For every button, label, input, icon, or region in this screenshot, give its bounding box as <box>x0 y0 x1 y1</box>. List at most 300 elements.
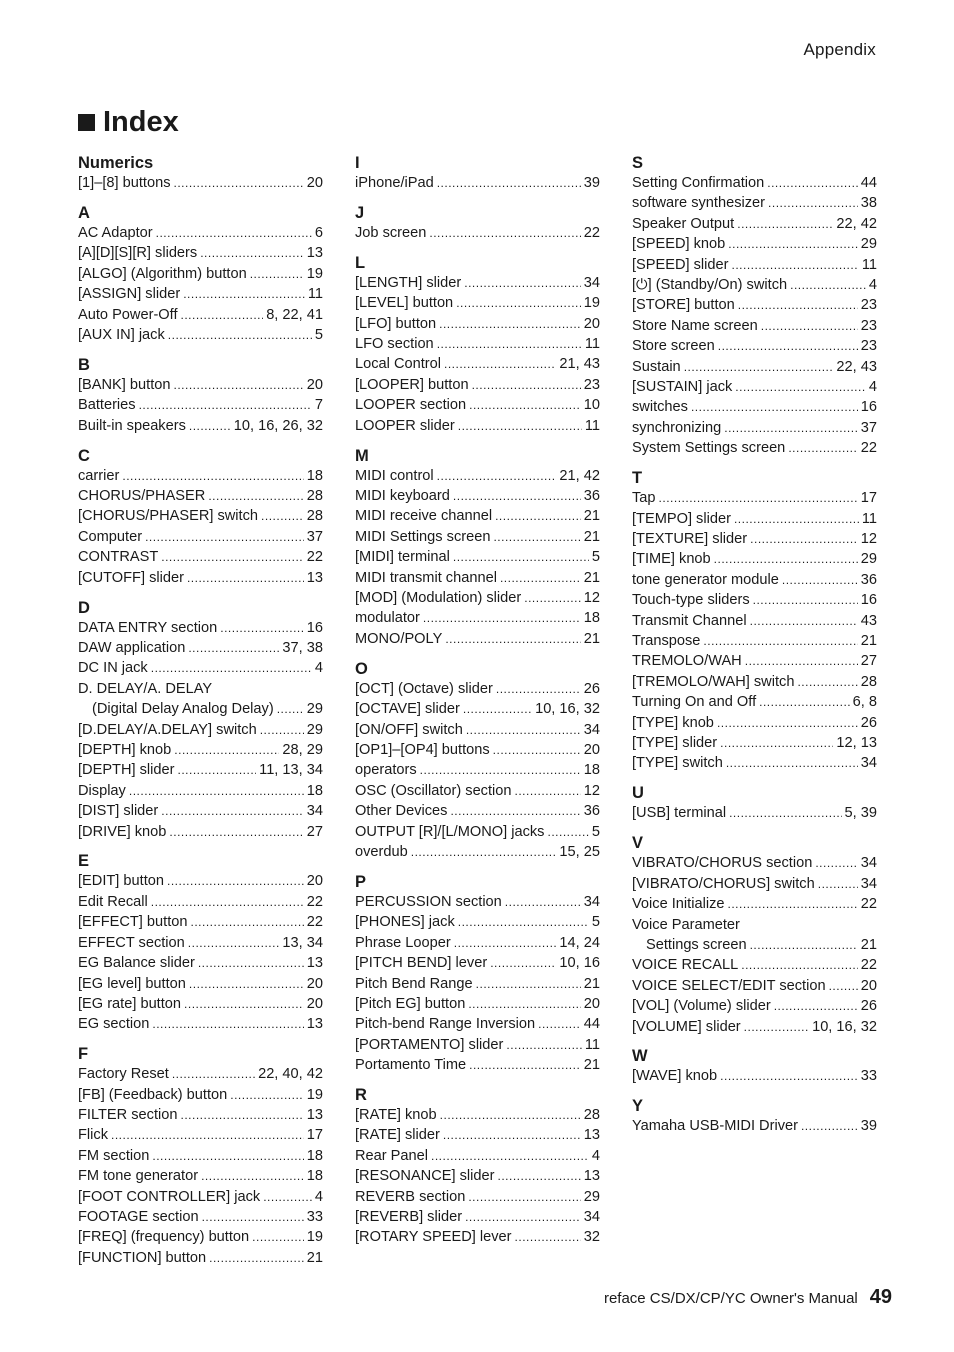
entry-term: [DIST] slider <box>78 803 159 820</box>
dot-leader <box>151 892 304 912</box>
index-entry <box>355 354 600 374</box>
entry-term: switches <box>632 399 688 416</box>
entry-pages: 20 <box>583 315 600 332</box>
entry-term: Yamaha USB-MIDI Driver <box>632 1118 798 1135</box>
entry-term: MONO/POLY <box>355 630 443 647</box>
index-entry <box>632 509 877 529</box>
entry-term: [PORTAMENTO] slider <box>355 1036 504 1053</box>
dot-leader <box>465 1207 581 1227</box>
entry-pages: 19 <box>306 265 323 282</box>
entry-pages: 13 <box>583 1127 600 1144</box>
dot-leader <box>161 547 304 567</box>
index-entry <box>78 1146 323 1166</box>
entry-pages: 21, 42 <box>559 467 600 484</box>
entry-term: [BANK] button <box>78 376 171 393</box>
entry-pages: 26 <box>860 714 877 731</box>
entry-pages: 22 <box>583 224 600 241</box>
index-entry <box>355 699 600 719</box>
entry-pages: 21 <box>583 1057 600 1074</box>
index-entry <box>78 547 323 567</box>
index-entry <box>355 314 600 334</box>
dot-leader <box>468 1187 580 1207</box>
entry-term: [FREQ] (frequency) button <box>78 1229 250 1246</box>
entry-pages: 13, 34 <box>282 934 323 951</box>
index-group <box>632 468 877 774</box>
dot-leader <box>453 486 581 506</box>
index-group <box>632 1046 877 1086</box>
group-heading: V <box>632 834 644 853</box>
dot-leader <box>456 293 581 313</box>
index-entry <box>78 486 323 506</box>
group-heading: D <box>78 598 90 617</box>
entry-pages: 43 <box>860 612 877 629</box>
dot-leader <box>437 334 582 354</box>
index-entry <box>355 375 600 395</box>
entry-term: [TYPE] slider <box>632 735 718 752</box>
entry-term: [CUTOFF] slider <box>78 569 184 586</box>
dot-leader <box>429 223 580 243</box>
index-entry <box>355 486 600 506</box>
index-entry <box>632 590 877 610</box>
dot-leader <box>735 377 866 397</box>
dot-leader <box>180 1105 303 1125</box>
dot-leader <box>440 1105 581 1125</box>
entry-term: FILTER section <box>78 1107 178 1124</box>
dot-leader <box>187 568 304 588</box>
entry-pages: 34 <box>860 875 877 892</box>
dot-leader <box>431 1146 589 1166</box>
entry-term: Pitch-bend Range Inversion <box>355 1016 536 1033</box>
index-entry <box>355 1207 600 1227</box>
entry-pages: 10, 16, 26, 32 <box>233 417 323 434</box>
dot-leader <box>515 1227 581 1247</box>
index-entry <box>355 679 600 699</box>
dot-leader <box>444 354 556 374</box>
entry-pages: 20 <box>306 175 323 191</box>
dot-leader <box>183 284 305 304</box>
dot-leader <box>469 1055 581 1075</box>
group-heading: W <box>632 1047 648 1066</box>
index-group <box>632 783 877 823</box>
dot-leader <box>167 871 304 891</box>
entry-pages: 22 <box>860 957 877 974</box>
index-entry <box>78 223 323 243</box>
entry-term: [PHONES] jack <box>355 914 455 931</box>
entry-pages: 29 <box>860 551 877 568</box>
dot-leader <box>761 316 858 336</box>
entry-pages: 11, 13, 34 <box>259 762 323 779</box>
dot-leader <box>454 933 557 953</box>
entry-pages: 20 <box>860 977 877 994</box>
index-entry <box>632 418 877 438</box>
entry-term: [TEXTURE] slider <box>632 531 748 547</box>
index-entry <box>78 173 323 193</box>
index-entry <box>632 295 877 315</box>
entry-term: Store screen <box>632 338 715 355</box>
entry-pages: 5 <box>591 823 600 840</box>
index-entry <box>632 529 877 549</box>
entry-term: [RESONANCE] slider <box>355 1168 495 1185</box>
index-entry <box>355 173 600 193</box>
index-entry <box>632 1066 877 1086</box>
entry-term: DC IN jack <box>78 660 148 677</box>
entry-term: [ON/OFF] switch <box>355 721 463 738</box>
index-entry <box>355 1146 600 1166</box>
entry-pages: 37 <box>306 528 323 545</box>
dot-leader <box>250 264 304 284</box>
entry-term: [LENGTH] slider <box>355 274 462 291</box>
entry-term: [EG level] button <box>78 975 186 992</box>
entry-term: [CHORUS/PHASER] switch <box>78 508 259 525</box>
entry-term: Phrase Looper <box>355 934 451 951</box>
index-entry <box>355 629 600 649</box>
index-entry <box>78 284 323 304</box>
index-entry <box>355 527 600 547</box>
index-entry <box>355 1125 600 1145</box>
index-entry <box>355 395 600 415</box>
dot-leader <box>515 781 581 801</box>
index-entry <box>78 375 323 395</box>
entry-term: REVERB section <box>355 1188 466 1205</box>
dot-leader <box>439 314 581 334</box>
entry-pages: 11 <box>307 286 323 303</box>
group-heading: Y <box>632 1097 644 1116</box>
dot-leader <box>684 357 834 377</box>
entry-term: carrier <box>78 467 120 484</box>
entry-term: LOOPER section <box>355 397 467 414</box>
dot-leader <box>161 801 303 821</box>
entry-term: [SPEED] knob <box>632 236 726 253</box>
dot-leader <box>450 801 580 821</box>
dot-leader <box>220 618 304 638</box>
entry-term: [EDIT] button <box>78 873 164 890</box>
index-entry <box>355 720 600 740</box>
group-heading: C <box>78 446 90 465</box>
group-heading: B <box>78 355 90 374</box>
index-entry <box>355 273 600 293</box>
dot-leader <box>277 699 304 719</box>
index-entry <box>632 488 877 508</box>
entry-pages: 19 <box>306 1229 323 1246</box>
entry-pages: 32 <box>583 1229 600 1246</box>
dot-leader <box>111 1125 304 1145</box>
dot-leader <box>200 243 304 263</box>
page-number: 49 <box>869 1286 892 1308</box>
entry-term: [TIME] knob <box>632 551 711 568</box>
entry-pages: 18 <box>583 762 600 779</box>
entry-pages: 27 <box>306 823 323 840</box>
dot-leader <box>476 974 581 994</box>
dot-leader <box>230 1085 304 1105</box>
entry-term: MIDI control <box>355 467 434 484</box>
entry-term: [D.DELAY/A.DELAY] switch <box>78 721 257 738</box>
entry-term: FOOTAGE section <box>78 1209 199 1226</box>
dot-leader <box>788 438 857 458</box>
entry-term: System Settings screen <box>632 440 786 457</box>
entry-term: [Pitch EG] button <box>355 995 466 1012</box>
entry-term: [ROTARY SPEED] lever <box>355 1229 512 1246</box>
dot-leader <box>727 894 857 914</box>
index-entry <box>78 994 323 1014</box>
dot-leader <box>173 375 303 395</box>
index-entry <box>78 760 323 780</box>
entry-pages: 22 <box>860 440 877 457</box>
index-entry <box>78 325 323 345</box>
entry-term: FM section <box>78 1147 150 1164</box>
entry-pages: 29 <box>306 701 323 718</box>
entry-pages: 5 <box>591 914 600 931</box>
entry-pages: 44 <box>583 1016 600 1033</box>
entry-term: Batteries <box>78 397 136 414</box>
entry-pages: 33 <box>860 1068 877 1085</box>
index-entry <box>78 618 323 638</box>
group-heading: R <box>355 1086 367 1105</box>
index-group <box>78 153 323 193</box>
index-entry <box>632 955 877 975</box>
entry-term: Voice Initialize <box>632 896 725 913</box>
index-entry <box>355 1166 600 1186</box>
entry-pages: 19 <box>583 295 600 312</box>
entry-pages: 18 <box>306 1168 323 1185</box>
entry-term: MIDI Settings screen <box>355 528 491 545</box>
entry-pages: 21 <box>583 975 600 992</box>
entry-term: [VOL] (Volume) slider <box>632 998 771 1015</box>
entry-term: EG Balance slider <box>78 955 195 972</box>
dot-leader <box>659 488 858 508</box>
entry-pages: 13 <box>306 569 323 586</box>
dot-leader <box>767 173 858 193</box>
index-entry <box>632 915 877 935</box>
entry-term: CHORUS/PHASER <box>78 487 206 504</box>
index-entry <box>632 874 877 894</box>
index-group <box>355 203 600 243</box>
entry-pages: 20 <box>583 741 600 758</box>
dot-leader <box>703 631 857 651</box>
index-entry <box>355 1187 600 1207</box>
entry-term: Display <box>78 782 126 799</box>
index-group <box>355 872 600 1076</box>
entry-pages: 34 <box>306 803 323 820</box>
entry-term: Edit Recall <box>78 893 148 910</box>
index-entry <box>78 1085 323 1105</box>
entry-term: Transmit Channel <box>632 612 747 629</box>
entry-pages: 18 <box>306 467 323 484</box>
entry-term: [MOD] (Modulation) slider <box>355 590 522 606</box>
index-entry <box>355 760 600 780</box>
entry-pages: 7 <box>314 397 323 414</box>
dot-leader <box>500 568 581 588</box>
entry-pages: 21 <box>583 508 600 525</box>
entry-term: [DEPTH] knob <box>78 741 172 758</box>
index-entry <box>78 1248 323 1268</box>
entry-term: [MIDI] terminal <box>355 549 450 566</box>
entry-pages: 44 <box>860 175 877 191</box>
index-entry <box>632 570 877 590</box>
entry-term: Auto Power-Off <box>78 306 178 323</box>
entry-pages: 21 <box>583 569 600 586</box>
index-entry <box>78 912 323 932</box>
index-entry <box>355 740 600 760</box>
index-entry <box>78 953 323 973</box>
dot-leader <box>490 953 556 973</box>
dot-leader <box>209 1248 304 1268</box>
index-entry <box>78 781 323 801</box>
entry-term: CONTRAST <box>78 549 159 566</box>
entry-term: iPhone/iPad <box>355 175 434 191</box>
index-entry <box>78 871 323 891</box>
dot-leader <box>741 955 858 975</box>
entry-term: Factory Reset <box>78 1066 169 1083</box>
entry-pages: 11 <box>584 417 600 434</box>
entry-term: [OP1]–[OP4] buttons <box>355 741 490 758</box>
index-entry <box>78 1105 323 1125</box>
entry-pages: 21 <box>583 528 600 545</box>
entry-pages: 16 <box>306 619 323 636</box>
dot-leader <box>411 842 557 862</box>
entry-pages: 18 <box>306 782 323 799</box>
dot-leader <box>818 874 858 894</box>
entry-pages: 4 <box>314 660 323 677</box>
entry-term: DAW application <box>78 639 186 656</box>
entry-term: Job screen <box>355 224 427 241</box>
entry-term: VIBRATO/CHORUS section <box>632 855 813 872</box>
dot-leader <box>145 527 304 547</box>
dot-leader <box>466 720 581 740</box>
group-heading: S <box>632 154 644 172</box>
dot-leader <box>152 1014 303 1034</box>
index-entry <box>78 1064 323 1084</box>
dot-leader <box>464 273 581 293</box>
entry-term: LFO section <box>355 336 434 353</box>
entry-pages: 36 <box>583 487 600 504</box>
entry-term: D. DELAY/A. DELAY <box>78 680 213 697</box>
index-entry <box>355 466 600 486</box>
entry-term: [RATE] knob <box>355 1107 437 1124</box>
entry-pages: 13 <box>306 1016 323 1033</box>
index-entry <box>78 1227 323 1247</box>
dot-leader <box>188 933 280 953</box>
index-entry <box>355 822 600 842</box>
index-entry <box>355 933 600 953</box>
entry-term: (Digital Delay Analog Delay) <box>92 701 274 718</box>
entry-pages: 4 <box>314 1188 323 1205</box>
dot-leader <box>505 892 581 912</box>
dot-leader <box>469 395 581 415</box>
entry-term: FM tone generator <box>78 1168 199 1185</box>
entry-term: modulator <box>355 610 420 627</box>
entry-pages: 33 <box>306 1209 323 1226</box>
group-heading: I <box>355 154 360 172</box>
entry-term: [⏻] (Standby/On) switch <box>632 277 788 294</box>
index-group <box>355 446 600 650</box>
dot-leader <box>208 486 303 506</box>
entry-pages: 22 <box>306 914 323 931</box>
entry-term: [LFO] button <box>355 315 437 332</box>
entry-term: Voice Parameter <box>632 916 740 933</box>
entry-term: Rear Panel <box>355 1147 429 1164</box>
dot-leader <box>189 416 231 436</box>
dot-leader <box>437 466 557 486</box>
index-entry <box>632 316 877 336</box>
entry-pages: 20 <box>306 873 323 890</box>
index-entry <box>632 894 877 914</box>
entry-term: [A][D][S][R] sliders <box>78 245 198 262</box>
entry-term: Portamento Time <box>355 1057 467 1074</box>
index-entry <box>632 753 877 773</box>
entry-pages: 28 <box>306 487 323 504</box>
index-entry <box>632 713 877 733</box>
index-column-1 <box>78 153 323 1268</box>
entry-term: EG section <box>78 1016 150 1033</box>
entry-pages: 21 <box>306 1249 323 1266</box>
index-group <box>632 153 877 459</box>
entry-pages: 28 <box>306 508 323 525</box>
index-group <box>632 1096 877 1136</box>
dot-leader <box>139 395 312 415</box>
entry-pages: 29 <box>860 236 877 253</box>
index-group <box>632 833 877 1037</box>
entry-pages: 28, 29 <box>282 741 323 758</box>
dot-leader <box>169 822 303 842</box>
group-heading: T <box>632 469 643 488</box>
index-entry <box>78 416 323 436</box>
entry-pages: 23 <box>860 338 877 355</box>
entry-pages: 20 <box>306 995 323 1012</box>
entry-term: [TYPE] knob <box>632 714 714 731</box>
index-entry <box>355 1105 600 1125</box>
entry-term: Turning On and Off <box>632 694 757 711</box>
entry-pages: 12 <box>583 590 600 606</box>
dot-leader <box>189 974 304 994</box>
entry-pages: 21 <box>860 936 877 953</box>
entry-pages: 13 <box>583 1168 600 1185</box>
entry-pages: 22 <box>306 549 323 566</box>
entry-term: Sustain <box>632 358 681 375</box>
index-entry <box>78 638 323 658</box>
dot-leader <box>745 651 858 671</box>
dot-leader <box>829 976 858 996</box>
index-entry <box>355 588 600 608</box>
index-entry <box>632 275 877 295</box>
page-title-text: Index <box>103 106 179 138</box>
entry-term: Computer <box>78 528 143 545</box>
dot-leader <box>717 713 858 733</box>
index-entry <box>355 223 600 243</box>
dot-leader <box>726 753 858 773</box>
group-heading: O <box>355 659 368 678</box>
entry-pages: 11 <box>861 256 877 273</box>
entry-term: OSC (Oscillator) section <box>355 782 512 799</box>
entry-term: Other Devices <box>355 803 448 820</box>
dot-leader <box>547 822 588 842</box>
entry-pages: 13 <box>306 1107 323 1124</box>
dot-leader <box>261 506 304 526</box>
entry-pages: 23 <box>860 297 877 314</box>
entry-pages: 23 <box>860 317 877 334</box>
index-entry <box>78 1014 323 1034</box>
entry-term: EFFECT section <box>78 934 185 951</box>
dot-leader <box>538 1014 581 1034</box>
entry-term: OUTPUT [R]/[L/MONO] jacks <box>355 823 545 840</box>
index-entry <box>355 334 600 354</box>
entry-pages: 34 <box>860 855 877 872</box>
index-entry <box>355 506 600 526</box>
entry-term: [1]–[8] buttons <box>78 175 171 191</box>
entry-term: Settings screen <box>646 936 747 953</box>
dot-leader <box>750 529 858 549</box>
entry-pages: 4 <box>868 277 877 294</box>
entry-term: Speaker Output <box>632 215 735 232</box>
